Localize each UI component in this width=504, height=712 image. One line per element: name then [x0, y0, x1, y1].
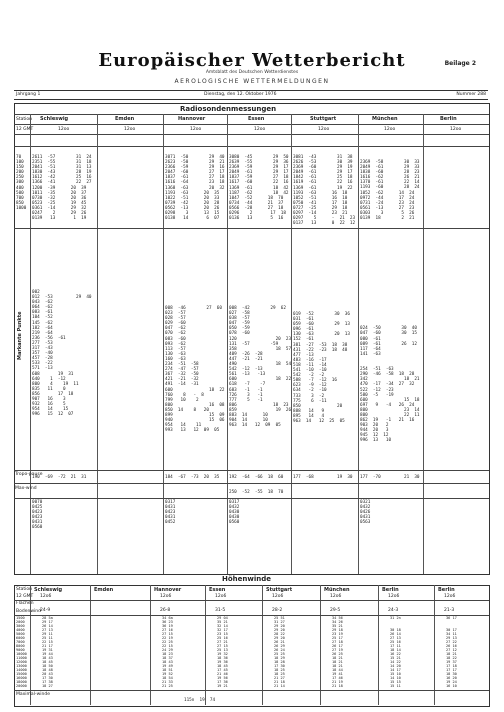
hw-cell: 21 19	[332, 680, 343, 684]
hw-cell: 23 19	[332, 632, 343, 636]
hw-time: 12o6	[388, 594, 400, 599]
hw-cell: 32 14	[217, 624, 228, 628]
data-row: 3080 -45 29 50	[229, 155, 289, 160]
hw-cell: 14 22	[390, 660, 401, 664]
marks-muenchen: 024 -50 30 40 047 -60 30 15 080 -61 089 -61 26 12 117 -64 141 -63 254 -51 -63 290 -46 -58 18 28 342 18 21 470 -17 -34 27 32 522 -12 -23 580 -5 -19 600 15 18 697 9 -4 26 24 800 23 14 800 22 11 862 19 -1 21 16 903 20 2 944 20 3 945 12 12 996 13 10	[360, 326, 420, 444]
marks-schleswig: 002 012 -53 29 40 043 -62 064 -62 083 -61 104 -52 145 -62 182 -64 219 -64 236 -56 -61 277 -53 317 -43 357 -40 457 -28 533 -22 571 -13 608 19 31 640 1 -12 800 4 19 11 835 11 0 856 17 18 907 16 3 932 16 5 954 14 15 996 15 12 07	[32, 290, 92, 418]
hw-cell: 19 37	[446, 660, 457, 664]
hw-cell: 24 29	[162, 648, 173, 652]
data-essen	[229, 155, 289, 221]
hw-cell: 21 33	[162, 680, 173, 684]
level-label: 300	[16, 180, 24, 186]
hw-cell: 17 36	[217, 680, 228, 684]
data-row: 0137 13 0 22 12	[293, 221, 356, 227]
hw-level: 7000	[16, 640, 25, 644]
hw-level: 6000	[16, 636, 25, 640]
hw-cell: 15 21	[390, 656, 401, 660]
hw-cell: 18 29	[274, 656, 285, 660]
hw-cell: 18 44	[332, 668, 343, 672]
hw-cell: 28 22	[274, 632, 285, 636]
data-row: 0731 -24 23 24	[360, 200, 415, 206]
hw-station: Berlin	[438, 587, 455, 593]
data-row: 3081 -43 31 38	[293, 155, 353, 160]
trop-muenchen: 177 -70 21 30	[360, 475, 420, 480]
hw-bodenwind: 24-3	[388, 608, 399, 613]
hw-cell: 27 15	[162, 632, 173, 636]
hw-cell: 26 25	[332, 652, 343, 656]
hw-cell: 18 21	[332, 664, 343, 668]
data-row: 0298 3 13 15	[165, 211, 220, 217]
hw-cell: 32 17	[217, 628, 228, 632]
station-schleswig: Schleswig	[40, 116, 69, 122]
maxwind-muenchen-list: 0321 0432 0426 0431 0563	[360, 500, 371, 526]
max-winde-value: 115n 19 74	[184, 698, 216, 703]
hw-cell: 18 37	[162, 656, 173, 660]
data-row: 0561 -13 27 23	[360, 205, 415, 211]
hw-cell: 18 43	[162, 660, 173, 664]
hw-cell: 19 52	[162, 672, 173, 676]
hw-cell: 21 17	[42, 644, 53, 648]
data-row: 2623 -50 29 21	[165, 160, 225, 166]
hw-station: Schleswig	[34, 587, 63, 593]
hw-cell: 29 20	[274, 624, 285, 628]
hw-cell: 28 5a	[42, 616, 53, 620]
hw-time: 12o6	[160, 594, 172, 599]
max-winde-label: Maximal-winde	[16, 692, 50, 697]
hw-level: 4000	[16, 628, 25, 632]
hw-level: 10000	[16, 652, 27, 656]
subtitle: AEROLOGISCHE WETTERMELDUNGEN	[174, 78, 330, 85]
time-berlin: 12oo	[450, 127, 462, 132]
trop-stuttgart: 177 -68 19 30	[293, 475, 353, 480]
data-row: 2049 -61 29 17	[229, 170, 289, 176]
hw-cell: 23 15	[217, 632, 228, 636]
data-row: 1842 -61 25 18	[293, 175, 353, 181]
hw-cell: 34 11	[446, 632, 457, 636]
hw-bodenwind: 24-9	[40, 608, 51, 613]
trop-hannover: 184 -67 -73 20 35	[165, 475, 220, 480]
hw-cell: 35 21	[332, 624, 343, 628]
data-row: 1369 -61 19 22	[293, 185, 353, 191]
data-row: 1011 -35 20 37	[32, 190, 87, 196]
subtitle-small: Amtsblatt des Deutschen Wetterdienstes	[205, 70, 299, 75]
data-row: 0139 13 1 19	[32, 216, 87, 222]
data-row: 1830 -43 28 19	[32, 170, 92, 176]
hw-level: 12000	[16, 660, 27, 664]
hw-cell: 21 27	[274, 676, 285, 680]
hw-cell: 26 14	[390, 632, 401, 636]
hw-cell: 34 26	[332, 620, 343, 624]
hw-cell: 21 25	[162, 684, 173, 688]
hw-cell: 27 22	[446, 640, 457, 644]
marks-stuttgart: 019 -52 30 36 031 -61 059 -60 29 13 096 -61 130 -63 20 13 152 -61 381 -27 -53 18 38 431 -22 -23 18 48 477 -13 483 -16 -17 518 -11 -14 541 -10 -10 542 -2 -2 588 -7 -12 16 623 -9 -12 634 -2 -10 733 3 -2 775 6 -11 850 20 888 14 9 895 14 4 963 14 12 25 05	[293, 312, 350, 424]
data-row: 1368 -63 20 32	[165, 185, 225, 191]
hw-cell: 20 43	[42, 672, 53, 676]
hw-bodenwind: 31-5	[215, 608, 226, 613]
data-row: 1370 -61 22 14	[360, 180, 420, 186]
hw-cell: 14 20	[390, 664, 401, 668]
data-row: 0750 -41 17 18	[293, 200, 348, 206]
hw-cell: 18 54	[162, 676, 173, 680]
data-row: 1366 -41 22 27	[32, 180, 92, 186]
hw-cell: 19 56	[217, 676, 228, 680]
hw-cell: 27 13	[390, 636, 401, 640]
hw-cell: 18 25	[274, 672, 285, 676]
hw-cell: 29 20	[274, 628, 285, 632]
hw-cell: 29 20	[274, 636, 285, 640]
hw-cell: 26 29	[274, 644, 285, 648]
hw-cell: 15 11	[390, 684, 401, 688]
supplement-label: Beilage 2	[444, 60, 476, 67]
station-label: Station	[16, 117, 32, 122]
hw-cell: 22 15	[42, 640, 53, 644]
hw-level: 11000	[16, 656, 27, 660]
hw-time: 12o6	[215, 594, 227, 599]
level-label: 200	[16, 170, 24, 176]
station-berlin: Berlin	[440, 116, 457, 122]
data-row: 1193 -63 16 18	[293, 190, 348, 196]
data-row: 0562 -13 20 26	[165, 205, 220, 211]
hw-cell: 36 19	[162, 624, 173, 628]
hw-cell: 17 45	[217, 668, 228, 672]
hw-cell: 18 45	[217, 664, 228, 668]
data-row: 1837 -59 27 18	[229, 175, 289, 181]
hw-station: Stuttgart	[266, 587, 293, 593]
hw-cell: 36 23	[162, 620, 173, 624]
time-stuttgart: 12oo	[318, 127, 330, 132]
hw-station: München	[324, 587, 350, 593]
hw-cell: 21 18	[274, 680, 285, 684]
trop-schleswig: 190 -69 -72 21 31	[32, 475, 87, 480]
data-row: 0566 -28 27 18	[229, 205, 284, 211]
data-row: 2351 -55 31 18	[32, 160, 92, 166]
data-row: 2639 -55 29 36	[229, 160, 289, 166]
markante-punkte-label: Markante Punkte	[17, 311, 23, 360]
hw-bodenwind: 29-5	[330, 608, 341, 613]
hw-level: 2000	[16, 620, 25, 624]
hw-time: 12o6	[272, 594, 284, 599]
data-row: 0730 -32 20 36	[32, 195, 87, 201]
date-label: Dienstag, den 12. Oktober 1976	[204, 92, 277, 97]
hw-station: Emden	[94, 587, 114, 593]
hw-level: 5000	[16, 632, 25, 636]
hw-cell: 18 25	[274, 668, 285, 672]
data-row: 0303 3 5 26	[360, 210, 415, 216]
hw-cell: 25 17	[332, 636, 343, 640]
hw-time: 12o6	[40, 594, 52, 599]
hw-level: 8000	[16, 644, 25, 648]
hw-surface-label: Bodenwind	[16, 609, 41, 614]
hw-level: 14000	[16, 668, 27, 672]
hw-station-label: Station	[16, 587, 32, 592]
station-essen: Essen	[248, 116, 265, 122]
time-muenchen: 12oo	[384, 127, 396, 132]
hw-cell: 18 50	[42, 664, 53, 668]
hw-cell: 27 18	[332, 640, 343, 644]
hw-station: Berlin	[382, 587, 399, 593]
data-row: 1052 -51 16 10	[293, 195, 348, 201]
hw-cell: 35 21	[217, 620, 228, 624]
data-row: 1022 -51 20 33	[165, 195, 220, 201]
marks-hannover: 008 -46 27 60 023 -57 028 -57 029 -60 047 -62 070 -62 083 -60 093 -62 113 -57 130 -63 160 -63 234 -51 -58 274 -47 -57 367 -32 -50 421 -21 -32 491 -14 -31 600 18 22 760 8 - 8 799 10 2 800 16 08 850 14 8 20 899 15 09 940 15 06 954 14 11 993 13 12 09 05	[165, 306, 225, 434]
time-hannover: 12oo	[190, 127, 202, 132]
hw-cell: 19 21	[217, 684, 228, 688]
data-row: 1052 -62 14 24	[360, 190, 415, 196]
hw-cell: 27 19	[332, 648, 343, 652]
level-label: 150	[16, 165, 24, 171]
data-row: 0972 -44 17 24	[360, 195, 415, 201]
hw-cell: 25 16	[217, 636, 228, 640]
hw-cell: 31 2n	[390, 616, 401, 620]
hw-cell: 18 27	[42, 684, 53, 688]
level-label: 70	[16, 155, 22, 160]
hw-time: 12o6	[444, 594, 456, 599]
data-row: 0139 18 2 21	[360, 216, 415, 222]
data-row: 1200 -39 20 39	[32, 185, 87, 191]
hw-cell: 18 43	[42, 656, 53, 660]
hw-cell: 18 14	[390, 648, 401, 652]
data-row: 2049 -61 29 33	[360, 165, 420, 171]
data-row: 0523 -25 19 45	[32, 200, 87, 206]
station-hannover: Hannover	[178, 116, 206, 122]
data-row: 2369 -60 29 19	[293, 165, 353, 171]
hw-cell: 22 19	[162, 636, 173, 640]
level-label: 500	[16, 190, 24, 196]
data-row: 1619 -61 22 16	[293, 180, 353, 186]
hw-cell: 26 24	[274, 648, 285, 652]
station-emden: Emden	[115, 116, 135, 122]
maxwind-essen: 250 -52 -55 18 70	[229, 490, 284, 495]
hw-cell: 17 18	[446, 664, 457, 668]
hw-cell: 17 46	[332, 676, 343, 680]
hw-cell: 25 13	[217, 648, 228, 652]
data-row: 1047 -52 18 70	[229, 195, 284, 201]
data-row: 0297 5 - 21 23	[293, 216, 356, 222]
hw-cell: 27 13	[42, 628, 53, 632]
data-row: 2047 -60 27 17	[165, 170, 225, 176]
hw-cell: 18 21	[446, 652, 457, 656]
maxwind-label: Max-wind	[15, 486, 37, 491]
hw-cell: 18 21	[332, 660, 343, 664]
hw-cell: 26 21	[274, 640, 285, 644]
data-row: 2369 -58 30 33	[360, 160, 420, 165]
data-row: 2366 -59 29 16	[165, 165, 225, 171]
hw-bodenwind: 21-3	[444, 608, 455, 613]
data-stuttgart	[293, 155, 355, 226]
time-schleswig: 12oo	[58, 127, 70, 132]
hw-cell: 14 17	[390, 668, 401, 672]
hw-level: 9000	[16, 648, 25, 652]
hw-cell: 19 41	[332, 672, 343, 676]
station-stuttgart: Stuttgart	[310, 116, 337, 122]
hw-cell: 29 04	[217, 616, 228, 620]
hw-cell: 17 30	[42, 676, 53, 680]
hw-cell: 17 30	[274, 664, 285, 668]
hw-cell: 18 36	[217, 656, 228, 660]
data-schleswig	[32, 155, 92, 221]
page-title: Europäischer Wetterbericht	[98, 50, 406, 71]
data-row: 0136 13 5 16	[229, 216, 284, 222]
number-label: Nummer 288	[456, 92, 486, 97]
hw-cell: 19 31	[42, 648, 53, 652]
hw-cell: 21 18	[332, 684, 343, 688]
hw-cell: 21 46	[217, 672, 228, 676]
hw-cell: 29 11	[42, 632, 53, 636]
hw-cell: 34 56	[332, 616, 343, 620]
hw-cell: 18 30	[446, 672, 457, 676]
hw-cell: 29 17	[42, 620, 53, 624]
hw-cell: 29 18	[332, 628, 343, 632]
maxwind-schleswig-list: 0070 0425 0423 0423 0431 0560	[32, 500, 43, 531]
data-row: 2041 -51 31 13	[32, 165, 92, 171]
data-row: 1187 -62 18 42	[229, 190, 289, 196]
hw-cell: 27 21	[217, 640, 228, 644]
hw-cell: 19 36	[217, 660, 228, 664]
hw-cell: 18 45	[42, 660, 53, 664]
hw-cell: 19 32	[217, 652, 228, 656]
hw-cell: 17 11	[390, 644, 401, 648]
hw-cell: 31 27	[274, 620, 285, 624]
hw-station: Hannover	[154, 587, 182, 593]
data-row: 0739 -42 20 28	[165, 200, 220, 206]
data-row: 2369 -59 29 17	[229, 165, 289, 171]
hw-cell: 29 13	[446, 636, 457, 640]
data-row: 0297 -14 23 21	[293, 211, 348, 217]
hw-cell: 19 24	[446, 680, 457, 684]
hw-cell: 15 15	[390, 680, 401, 684]
hw-cell: 22 25	[162, 640, 173, 644]
data-row: 1837 -61 27 18	[165, 175, 225, 181]
time-label: 12 GMT	[16, 127, 34, 132]
marks-essen: 008 -42 29 62 027 -58 038 -57 047 -59 050 -59 078 -60 120 20 23 131 -57 -59 358 18 57 409 -26 -28 447 -21 -21 490 18 54 542 -12 -13 561 -13 -13 600 18 22 618 -7 -7 683 -1 -1 726 3 -1 777 5 -1 806 18 23 859 19 26 883 14 10 904 14 10 963 14 12 09 05	[229, 306, 292, 429]
hw-cell: 26 14	[42, 624, 53, 628]
hw-cell: 27 12	[446, 648, 457, 652]
data-row: 2049 -61 29 17	[293, 170, 353, 176]
hw-level: 3000	[16, 624, 25, 628]
hoehenwinde-table	[14, 585, 490, 707]
hw-cell: 25 11	[42, 636, 53, 640]
hw-cell: 18 23	[162, 652, 173, 656]
hw-cell: 17 17	[446, 668, 457, 672]
hw-cell: 18 51	[162, 668, 173, 672]
hw-level: 13000	[16, 664, 27, 668]
year-label: Jahrgang 1	[16, 92, 41, 97]
level-label: 400	[16, 185, 24, 191]
hw-level: 20000	[16, 684, 27, 688]
hw-cell: 14 10	[390, 676, 401, 680]
hw-level: 15000	[16, 672, 27, 676]
hw-level: 16000	[16, 676, 27, 680]
level-label: 100	[16, 160, 24, 166]
hw-cell: 26 16	[446, 644, 457, 648]
data-row: 1193 -63 20 35	[165, 190, 220, 196]
maxwind-essen-list: 0317 0432 0430 0430 0560	[229, 500, 240, 526]
data-row: 0296 2 17 18	[229, 211, 286, 217]
data-hannover	[165, 155, 225, 221]
level-label: 850	[16, 200, 24, 206]
date-bar	[14, 90, 488, 100]
hw-cell: 21 14	[274, 684, 285, 688]
level-label: 250	[16, 175, 24, 181]
hw-cell: 15 10	[390, 672, 401, 676]
hw-cell: 19 44	[42, 652, 53, 656]
hw-cell: 25 16	[390, 640, 401, 644]
data-row: 2611 -57 31 24	[32, 155, 92, 160]
hw-level-label: Flächen	[16, 601, 34, 606]
data-row: 1616 -62 26 21	[360, 175, 420, 181]
data-row: 0361 -14 29 32	[32, 205, 87, 211]
hw-time: 12o6	[330, 594, 342, 599]
data-row: 0727 -25 29 18	[293, 205, 348, 211]
data-row: 0138 14 6 07	[165, 216, 220, 222]
station-muenchen: München	[372, 116, 398, 122]
hw-bodenwind: 28-2	[272, 608, 283, 613]
hw-cell: 34 6a	[162, 616, 173, 620]
hw-cell: 26 17	[332, 644, 343, 648]
tropopause-label: Tropo-pause	[15, 472, 43, 477]
data-row: 1369 -61 18 42	[229, 185, 289, 191]
hw-time-label: 12 GMT	[16, 594, 34, 599]
maxwind-hannover-list: 0317 0431 0423 0431 0452	[165, 500, 176, 526]
time-emden: 12oo	[124, 127, 136, 132]
data-row: 3071 -50 29 40	[165, 155, 225, 160]
hw-cell: 18 21	[332, 656, 343, 660]
hw-cell: 16 10	[446, 684, 457, 688]
hw-cell: 16 22	[390, 652, 401, 656]
data-row: 1838 -60 28 23	[360, 170, 420, 176]
hw-cell: 30 17	[446, 628, 457, 632]
data-row: 1193 -60 28 24	[360, 185, 420, 191]
hw-cell: 27 16	[162, 628, 173, 632]
hw-cell: 16 20	[446, 676, 457, 680]
time-essen: 12oo	[254, 127, 266, 132]
hw-cell: 17 38	[42, 680, 53, 684]
hw-cell: 25 25	[274, 652, 285, 656]
hw-bodenwind: 26-8	[160, 608, 171, 613]
hw-cell: 22 15	[162, 644, 173, 648]
hw-cell: 30 18	[390, 628, 401, 632]
hw-cell: 18 22	[446, 656, 457, 660]
level-label: 1000	[16, 205, 27, 211]
hw-station: Essen	[209, 587, 226, 593]
data-row: 2626 -53 30 39	[293, 160, 353, 166]
hw-cell: 36 17	[446, 616, 457, 620]
hw-cell: 18 48	[42, 668, 53, 672]
data-muenchen	[360, 160, 420, 221]
hw-cell: 19 49	[162, 664, 173, 668]
level-label: 700	[16, 195, 24, 201]
hw-cell: 25 51	[274, 616, 285, 620]
data-row: 0247 2 29 26	[32, 211, 87, 217]
hw-level: 18000	[16, 680, 27, 684]
pressure-levels	[16, 155, 26, 211]
hw-level: 1500	[16, 616, 25, 620]
data-row: 1617 -60 22 16	[229, 180, 289, 186]
hoehenwinde-title: Höhenwinde	[222, 575, 271, 583]
data-row: 1612 -42 25 16	[32, 175, 92, 181]
data-row: 1616 -64 23 18	[165, 180, 225, 186]
hw-cell: 27 15	[217, 644, 228, 648]
radiosonde-title: Radiosondenmessungen	[180, 105, 277, 113]
hw-cell: 18 28	[274, 660, 285, 664]
trop-essen: 192 -64 -66 18 60	[229, 475, 284, 480]
data-row: 0734 -44 21 37	[229, 200, 284, 206]
